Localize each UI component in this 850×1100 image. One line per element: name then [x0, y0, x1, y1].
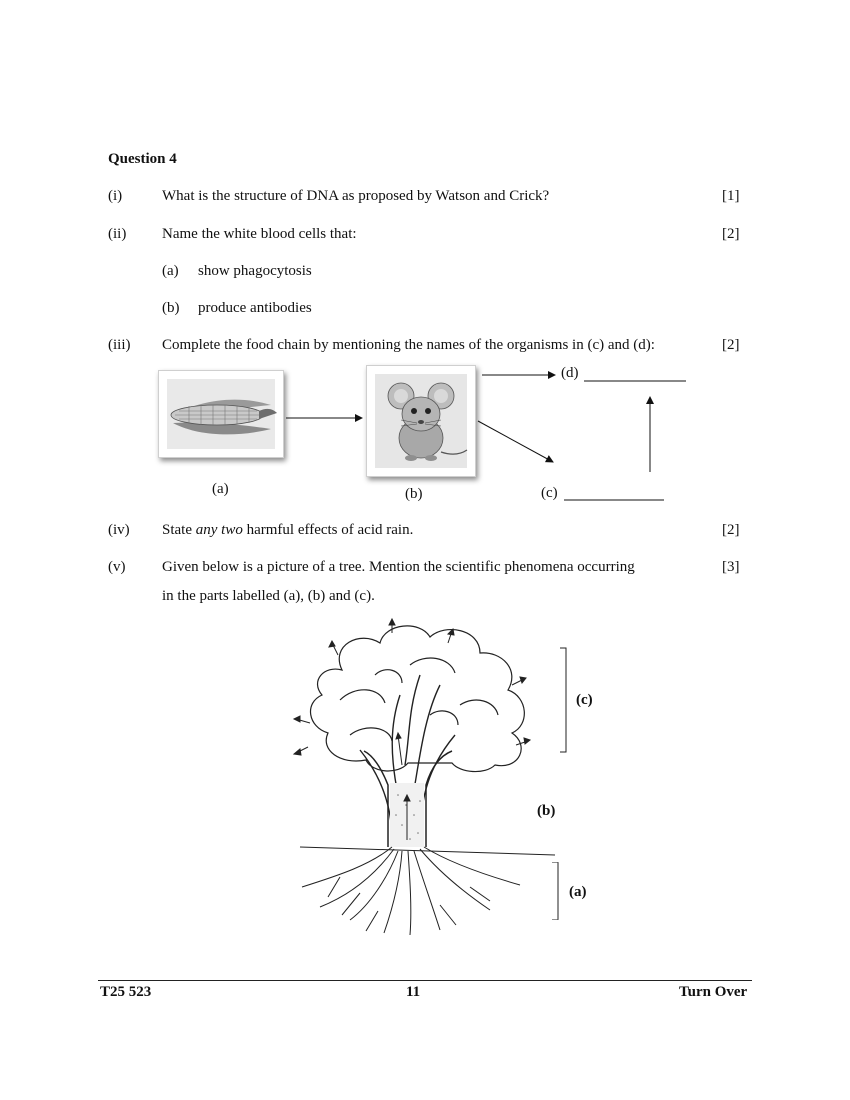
part-i-text: What is the structure of DNA as proposed by Watson and Crick? [162, 188, 550, 204]
part-iv-marks: [2] [722, 522, 740, 538]
part-v-text-line1: Given below is a picture of a tree. Mention the scientific phenomena occurring [162, 559, 635, 575]
food-chain-label-d: (d) [561, 365, 579, 381]
footer-page-number: 11 [406, 984, 421, 1000]
question-title: Question 4 [108, 151, 177, 167]
part-ii-sub-a-label: (a) [162, 263, 179, 279]
part-ii-sub-a-text: show phagocytosis [198, 263, 312, 279]
ground-line [300, 847, 555, 855]
part-ii-sub-b-text: produce antibodies [198, 300, 312, 316]
part-ii-number: (ii) [108, 226, 127, 242]
part-iii-text: Complete the food chain by mentioning the names of the organisms in (c) and (d): [162, 337, 655, 353]
part-v-text-line2: in the parts labelled (a), (b) and (c). [162, 588, 375, 604]
part-i-number: (i) [108, 188, 123, 204]
part-ii-sub-b-label: (b) [162, 300, 180, 316]
bracket-a [552, 862, 558, 919]
food-chain-arrows [0, 0, 850, 520]
tree-label-a: (a) [569, 884, 587, 900]
part-iii-marks: [2] [722, 337, 740, 353]
part-ii-marks: [2] [722, 226, 740, 242]
footer-rule [98, 980, 752, 981]
part-iv-emphasis: any two [195, 522, 243, 538]
part-iv-number: (iv) [108, 522, 130, 538]
tree-roots [302, 847, 520, 935]
part-v-number: (v) [108, 559, 126, 575]
food-chain-label-c: (c) [541, 485, 558, 501]
arrow-b-to-c [478, 421, 553, 462]
part-ii-text: Name the white blood cells that: [162, 226, 357, 242]
tree-label-b: (b) [537, 803, 556, 819]
part-v-marks: [3] [722, 559, 740, 575]
bracket-c [560, 648, 566, 752]
footer-code: T25 523 [100, 984, 152, 1000]
footer-turn-over: Turn Over [679, 984, 748, 1000]
part-iii-number: (iii) [108, 337, 131, 353]
tree-label-c: (c) [576, 692, 593, 708]
part-i-marks: [1] [722, 188, 740, 204]
food-chain-label-a: (a) [212, 481, 229, 497]
part-iv-text: State any two harmful effects of acid rain. [162, 522, 414, 538]
food-chain-label-b: (b) [405, 486, 423, 502]
tree-canopy [311, 626, 525, 772]
tree-diagram [280, 615, 580, 940]
